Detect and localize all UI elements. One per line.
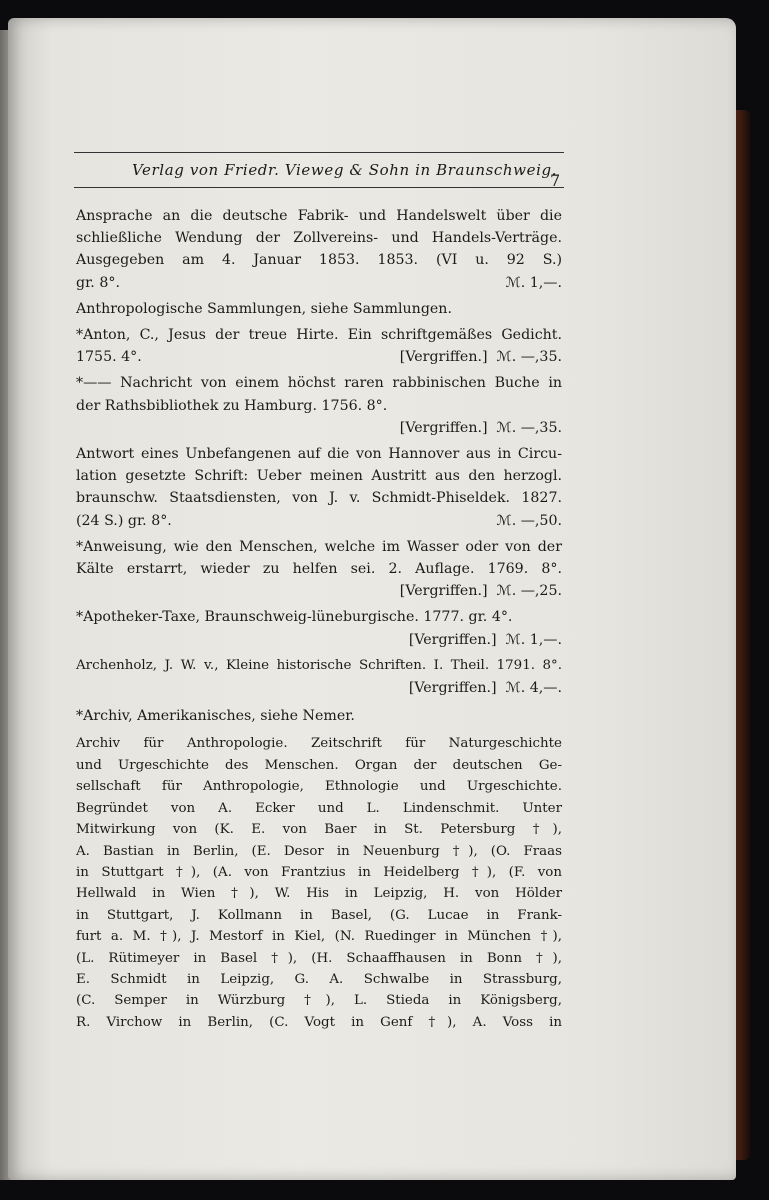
entry-line: E. Schmidt in Leipzig, G. A. Schwalbe in Strassburg, <box>76 971 562 987</box>
entry-line: Ansprache an die deutsche Fabrik- und Handelswelt über die <box>76 208 562 224</box>
entry-line: Begründet von A. Ecker und L. Lindenschmit. Unter <box>76 800 562 816</box>
entry-line <box>102 580 562 602</box>
catalog-entry-antwort <box>76 443 562 532</box>
entry-status: [Vergriffen.] <box>408 680 497 697</box>
entry-line: Ausgegeben am 4. Januar 1853. 1853. (VI u. 92 S.) <box>76 252 562 269</box>
entry-line: braunschw. Staatsdiensten, von J. v. Schmidt-Phiseldek. 1827. <box>76 490 562 507</box>
entry-price: ℳ. 1,—. <box>505 274 562 291</box>
entry-price: ℳ. —,35. <box>496 419 562 436</box>
entry-line: furt a. M. †), J. Mestorf in Kiel, (N. Ruedinger in München †), <box>76 929 562 945</box>
catalog-entry-archiv-anthropologie <box>76 733 562 1033</box>
entry-line: lation gesetzte Schrift: Ueber meinen Austritt aus den herzogl. <box>76 468 562 485</box>
entry-format: (24 S.) gr. 8°. <box>76 512 172 529</box>
entry-line: Mitwirkung von (K. E. von Baer in St. Petersburg †), <box>76 822 562 838</box>
entry-price: ℳ. —,25. <box>496 583 562 600</box>
entry-line: Antwort eines Unbefangenen auf die von Hannover aus in Circu- <box>76 446 562 463</box>
entry-format: gr. 8°. <box>76 274 120 291</box>
entry-status: [Vergriffen.] <box>399 419 488 436</box>
entry-line: Archiv für Anthropologie. Zeitschrift für Naturgeschichte <box>76 736 562 752</box>
entry-line <box>102 629 562 651</box>
entry-line: *Archiv, Amerikanisches, siehe Nemer. <box>76 708 355 725</box>
catalog-entry-nachricht <box>76 372 562 439</box>
entry-status: [Vergriffen.] <box>399 349 488 366</box>
entry-year: 1755. 4°. <box>76 349 142 366</box>
running-header <box>74 152 564 188</box>
entry-line: *Anweisung, wie den Menschen, welche im Wasser oder von der <box>76 538 562 555</box>
entry-line: Kälte erstarrt, wieder zu helfen sei. 2. Auflage. 1769. 8°. <box>76 561 562 578</box>
entry-price: ℳ. 1,—. <box>505 631 562 648</box>
entry-line: Hellwald in Wien †), W. His in Leipzig, H. von Hölder <box>76 886 562 902</box>
entry-line: *Apotheker-Taxe, Braunschweig-lüneburgische. 1777. gr. 4°. <box>76 609 513 626</box>
entry-line: R. Virchow in Berlin, (C. Vogt in Genf †), A. Voss in <box>76 1014 562 1030</box>
entry-line: und Urgeschichte des Menschen. Organ der deutschen Ge- <box>76 757 562 773</box>
entry-line: (L. Rütimeyer in Basel †), (H. Schaaffhausen in Bonn †), <box>76 950 562 966</box>
catalog-body <box>76 205 562 1037</box>
entry-line: *—— Nachricht von einem höchst raren rabbinischen Buche in <box>76 375 562 392</box>
entry-price: ℳ. —,35. <box>496 349 562 366</box>
entry-line: der Rathsbibliothek zu Hamburg. 1756. 8°. <box>76 397 388 414</box>
entry-line: (C. Semper in Würzburg †), L. Stieda in Königsberg, <box>76 993 562 1009</box>
entry-price-group <box>399 346 562 368</box>
entry-line: in Stuttgart, J. Kollmann in Basel, (G. Lucae in Frank- <box>76 907 562 923</box>
catalog-entry-anweisung <box>76 536 562 603</box>
page-number: 7 <box>550 171 561 190</box>
entry-price: ℳ. —,50. <box>496 512 562 529</box>
catalog-entry-apotheker-taxe <box>76 606 562 650</box>
catalog-entry-archiv-amerikanisches <box>76 705 562 727</box>
entry-line: A. Bastian in Berlin, (E. Desor in Neuenburg †), (O. Fraas <box>76 843 562 859</box>
entry-line <box>76 272 562 294</box>
entry-line <box>102 417 562 439</box>
entry-price: ℳ. 4,—. <box>505 680 562 697</box>
entry-line <box>102 677 562 699</box>
running-title: Verlag von Friedr. Vieweg & Sohn in Braunschweig. <box>132 161 558 179</box>
entry-line: Anthropologische Sammlungen, siehe Sammlungen. <box>76 300 452 317</box>
entry-line <box>76 346 562 368</box>
entry-line: *Anton, C., Jesus der treue Hirte. Ein schriftgemäßes Gedicht. <box>76 327 562 344</box>
entry-line: sellschaft für Anthropologie, Ethnologie und Urgeschichte. <box>76 779 562 795</box>
entry-line: Archenholz, J. W. v., Kleine historische Schriften. I. Theil. 1791. 8°. <box>76 657 562 673</box>
entry-line: in Stuttgart †), (A. von Frantzius in Heidelberg †), (F. von <box>76 864 562 880</box>
catalog-entry-anthropologische <box>76 298 562 320</box>
catalog-entry-anton <box>76 324 562 368</box>
entry-line <box>76 510 562 532</box>
catalog-entry-archenholz <box>76 655 562 699</box>
entry-status: [Vergriffen.] <box>408 631 497 648</box>
catalog-entry-ansprache <box>76 205 562 294</box>
entry-line: schließliche Wendung der Zollvereins- und Handels-Verträge. <box>76 230 562 247</box>
entry-status: [Vergriffen.] <box>399 583 488 600</box>
